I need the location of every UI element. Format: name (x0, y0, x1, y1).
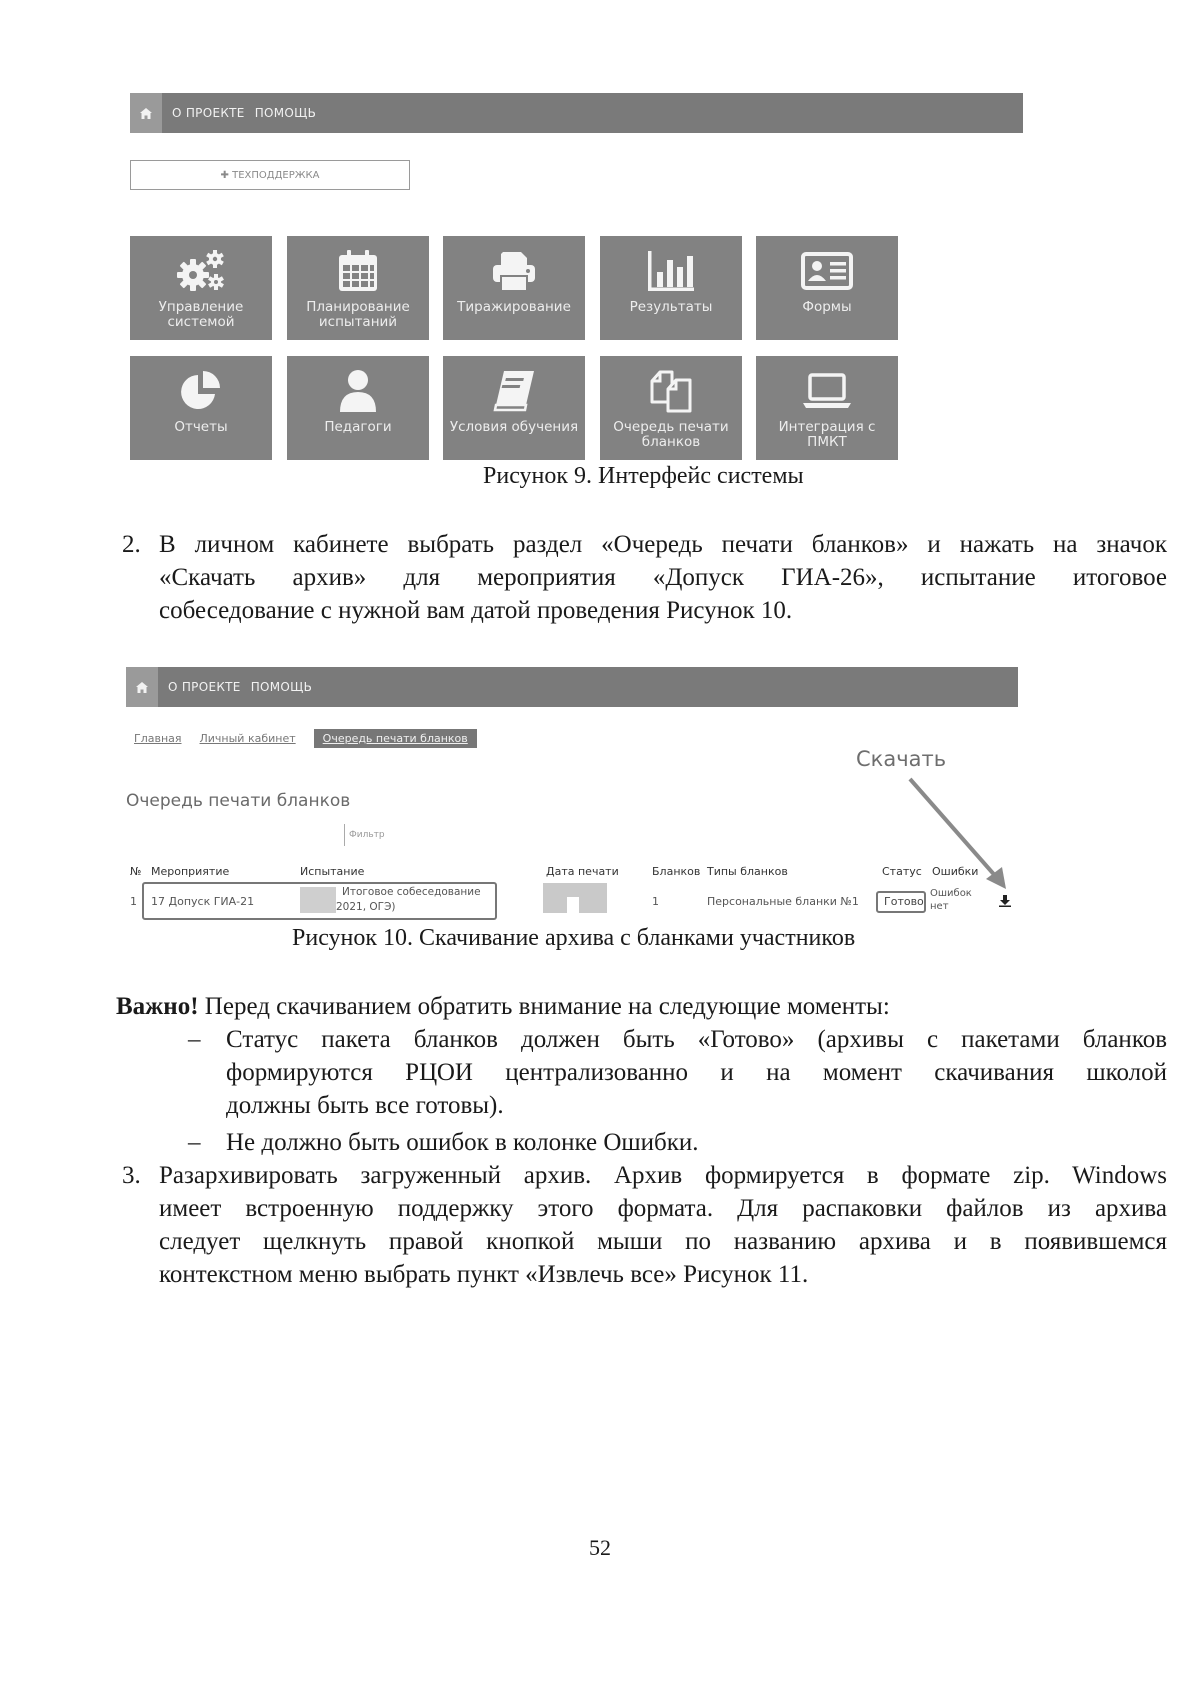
figure-9-system-interface (130, 93, 1023, 450)
tile-label: Очередь печати бланков (613, 419, 729, 450)
tile-label: Формы (802, 299, 852, 315)
top-nav-bar (130, 93, 1023, 133)
breadcrumb (134, 729, 495, 748)
tile-label: Результаты (629, 299, 713, 315)
row-event: 17 Допуск ГИА-21 (151, 895, 255, 908)
tile-system-management[interactable] (130, 236, 272, 340)
tile-label: Интеграция с ПМКТ (778, 419, 876, 450)
tile-pmkt-integration[interactable] (756, 356, 898, 460)
figure-10-caption: Рисунок 10. Скачивание архива с бланками участников (292, 925, 856, 951)
breadcrumb-account[interactable]: Личный кабинет (199, 732, 296, 745)
column-header: № (130, 865, 142, 878)
bullet-dash: – (188, 1026, 201, 1053)
column-header: Ошибки (932, 865, 979, 878)
tech-support-button[interactable]: ✚ ТЕХПОДДЕРЖКА (130, 160, 410, 190)
breadcrumb-home[interactable]: Главная (134, 732, 182, 745)
text-line: Не должно быть ошибок в колонке Ошибки. (226, 1129, 699, 1156)
tile-label: Тиражирование (457, 299, 571, 315)
row-number: 1 (130, 895, 137, 908)
row-count: 1 (652, 895, 659, 908)
text-line: должны быть все готовы). (226, 1092, 504, 1119)
text-line: контекстном меню выбрать пункт «Извлечь все» Рисунок 11. (159, 1261, 809, 1288)
filter-input[interactable]: Фильтр (344, 824, 385, 846)
tile-learning-conditions[interactable] (443, 356, 585, 460)
page-title: Очередь печати бланков (126, 791, 351, 811)
status-badge: Готово (884, 895, 924, 908)
tile-teachers[interactable] (287, 356, 429, 460)
text-line: собеседование с нужной вам датой проведения Рисунок 10. (159, 597, 793, 624)
text-line: формируются РЦОИ централизованно и на момент скачивания школой (226, 1059, 1167, 1086)
home-icon (140, 108, 152, 119)
figure-9-caption: Рисунок 9. Интерфейс системы (483, 463, 804, 489)
user-icon (338, 369, 378, 413)
column-header: Статус (882, 865, 922, 878)
nav-help-link[interactable]: ПОМОЩЬ (250, 680, 313, 694)
row-test-line2: 2021, ОГЭ) (336, 901, 396, 913)
tile-label: Педагоги (324, 419, 392, 435)
column-header: Бланков (652, 865, 701, 878)
row-errors-line2: нет (930, 901, 949, 912)
row-errors-line1: Ошибок (930, 888, 972, 899)
important-label: Важно! (116, 993, 199, 1020)
home-button[interactable] (126, 667, 158, 707)
tile-results[interactable] (600, 236, 742, 340)
step-body (159, 528, 1167, 627)
bullet-dash: – (188, 1129, 201, 1156)
text-line: В личном кабинете выбрать раздел «Очередь печати бланков» и нажать на значок (159, 531, 1167, 558)
figure-10-print-queue (126, 667, 1018, 922)
home-icon (136, 682, 148, 693)
redacted-block (300, 887, 336, 913)
text-line: следует щелкнуть правой кнопкой мыши по названию архива и в появившемся (159, 1228, 1167, 1255)
step-body (159, 1159, 1167, 1291)
row-blank-types: Персональные бланки №1 (707, 895, 859, 908)
tile-label: Управление системой (158, 299, 244, 330)
printer-icon (491, 249, 537, 293)
tile-label: Условия обучения (449, 419, 579, 435)
book-icon (492, 369, 536, 413)
nav-help-link[interactable]: ПОМОЩЬ (254, 106, 317, 120)
tile-reports[interactable] (130, 356, 272, 460)
tile-forms[interactable] (756, 236, 898, 340)
important-note (116, 990, 1176, 1023)
bullet-1 (188, 1023, 1167, 1123)
calendar-icon (336, 249, 380, 293)
download-icon[interactable] (999, 895, 1011, 907)
download-callout-label: Скачать (856, 747, 947, 771)
tile-label: Планирование испытаний (306, 299, 410, 330)
column-header: Мероприятие (151, 865, 230, 878)
nav-about-link[interactable]: О ПРОЕКТЕ (168, 680, 241, 694)
tile-replication[interactable] (443, 236, 585, 340)
step-2-paragraph (122, 528, 1167, 628)
tile-test-planning[interactable] (287, 236, 429, 340)
text-line: Разархивировать загруженный архив. Архив формируется в формате zip. Windows (159, 1162, 1167, 1189)
copy-docs-icon (648, 369, 694, 413)
bullet-body (226, 1126, 1167, 1159)
bar-chart-icon (647, 250, 695, 292)
nav-about-link[interactable]: О ПРОЕКТЕ (172, 106, 245, 120)
step-number: 2. (122, 531, 141, 558)
column-header: Типы бланков (707, 865, 788, 878)
step-3-paragraph (122, 1159, 1167, 1294)
text-line: «Скачать архив» для мероприятия «Допуск ГИА-26», испытание итоговое (159, 564, 1167, 591)
gears-icon (175, 249, 227, 293)
pie-chart-icon (178, 369, 224, 413)
column-header: Дата печати (546, 865, 619, 878)
page-number: 52 (589, 1535, 611, 1560)
important-text: Перед скачиванием обратить внимание на следующие моменты: (198, 993, 890, 1020)
laptop-icon (802, 371, 852, 411)
column-header: Испытание (300, 865, 365, 878)
id-card-icon (801, 251, 853, 291)
text-line: имеет встроенную поддержку этого формата. Для распаковки файлов из архива (159, 1195, 1167, 1222)
tile-print-queue[interactable] (600, 356, 742, 460)
top-nav-bar (126, 667, 1018, 707)
text-line: Статус пакета бланков должен быть «Готово» (архивы с пакетами бланков (226, 1026, 1167, 1053)
bullet-body (226, 1023, 1167, 1122)
bullet-2 (188, 1126, 1167, 1159)
home-button[interactable] (130, 93, 162, 133)
breadcrumb-print-queue[interactable]: Очередь печати бланков (314, 729, 477, 748)
step-number: 3. (122, 1162, 141, 1189)
redacted-block (543, 883, 607, 913)
row-test-line1: Итоговое собеседование (342, 886, 481, 898)
tile-label: Отчеты (174, 419, 228, 435)
